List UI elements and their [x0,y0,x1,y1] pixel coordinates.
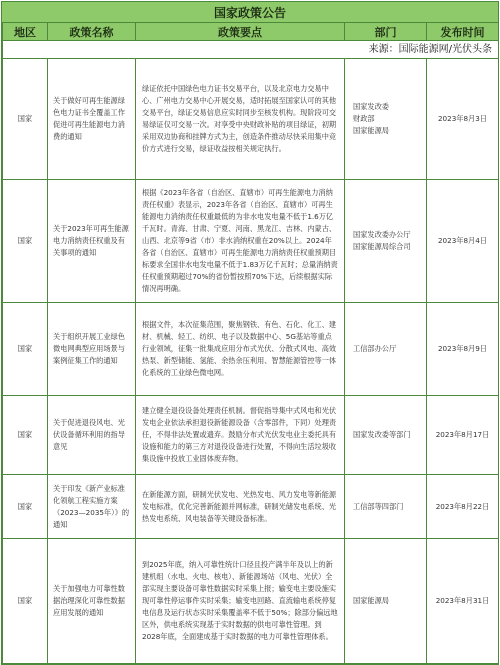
policy-name-cell: 关于2023年可再生能源电力消纳责任权重及有关事项的通知 [48,180,136,303]
policy-name-cell: 关于加强电力可靠性数据治理深化可靠性数据应用发展的通知 [48,539,136,664]
department-line: 国家能源局综合司 [353,242,411,251]
policy-announcement-table [1,1,499,665]
date-cell: 2023年8月22日 [427,475,499,539]
policy-points-cell: 根据文件，本次征集范围，聚焦钢铁、有色、石化、化工、建材、机械、轻工、纺织、电子以及数据中心、5G基站等重点行业领域，征集一批集成应用分布式光伏、分散式风电、高效热泵、新型储能、氢能、余热余压利用、智慧能源管控等一体化系统的工业绿色微电网。 [136,303,345,396]
policy-points-cell: 根据《2023年各省（自治区、直辖市）可再生能源电力消纳责任权重》表显示，2023年各省（自治区、直辖市）可再生能源电力消纳责任权重最低的为非水电发电量不低于1.6万亿千瓦时。青海、甘肃、宁夏、河南、黑龙江、吉林、内蒙古、山西、北京等9省（市）非水消纳权重在20%以上。2024年各省（自治区、直辖市）可再生能源电力消纳责任权重预期目标要求全国非水电发电量不低于1.83万亿千瓦时；总量消纳责任权重预期超过70%的省份暂按照70%下达，后续根据实际情况再明确。 [136,180,345,303]
policy-name-cell: 关于促进退役风电、光伏设备循环利用的指导意见 [48,396,136,475]
date-cell: 2023年8月3日 [427,59,499,180]
department-line: 国家能源局 [353,596,389,605]
policy-points-cell: 在新能源方面，研制光伏发电、光热发电、风力发电等新能源发电标准，优化完善新能源并网标准，研制光储发电系统、光热发电系统、风电装备等关键设备标准。 [136,475,345,539]
department-cell [345,475,427,539]
date-cell: 2023年8月4日 [427,180,499,303]
table-row [3,539,499,664]
department-cell [345,303,427,396]
department-cell [345,396,427,475]
header-date: 发布时间 [427,23,499,41]
region-cell: 国家 [3,539,48,664]
department-line: 国家发改委办公厅 [353,230,411,239]
table-row [3,396,499,475]
region-cell: 国家 [3,180,48,303]
table-row [3,475,499,539]
policy-name-cell: 关于做好可再生能源绿色电力证书全覆盖工作促进可再生能源电力消费的通知 [48,59,136,180]
department-line: 国家发改委 [353,102,389,111]
header-points: 政策要点 [136,23,345,41]
policy-name-cell: 关于印发《新产业标准化领航工程实施方案（2023—2035年）》的通知 [48,475,136,539]
policy-table [2,23,499,664]
policy-points-cell: 到2025年底，纳入可靠性统计口径且投产满半年及以上的新建机组（水电、火电、核电）、新能源场站（风电、光伏）全部实现主要设备可靠性数据实时采集上报；输变电主要设施实现可靠性停运事件实时采集；输变电回路、直流输电系统停复电信息及运行状态实时采集覆盖率不低于50%；除部分偏远地区外，供电系统实现基于实时数据的供电可靠性管理。到2028年底，全面建成基于实时数据的电力可靠性管理体系。 [136,539,345,664]
region-cell: 国家 [3,59,48,180]
date-cell: 2023年8月9日 [427,303,499,396]
table-row [3,303,499,396]
department-line: 国家能源局 [353,126,389,135]
department-cell [345,180,427,303]
source-text: 来源：国际能源网/光伏头条 [3,41,499,59]
department-cell [345,539,427,664]
policy-name-cell: 关于组织开展工业绿色微电网典型应用场景与案例征集工作的通知 [48,303,136,396]
department-line: 国家发改委等部门 [353,430,411,439]
table-row [3,180,499,303]
header-dept: 部门 [345,23,427,41]
department-line: 工信部等四部门 [353,501,404,511]
date-cell: 2023年8月17日 [427,396,499,475]
policy-points-cell: 建立健全退役设备处理责任机制。督促指导集中式风电和光伏发电企业依法承担退役新能源设备（含零部件，下同）处理责任，不得非法处置或遗弃。鼓励分布式光伏发电业主委托具有设施和能力的第三方对退役设备进行处置，不得向生活垃圾收集设施中投放工业固体废弃物。 [136,396,345,475]
header-name: 政策名称 [48,23,136,41]
source-row [3,41,499,59]
region-cell: 国家 [3,303,48,396]
region-cell: 国家 [3,396,48,475]
department-line: 财政部 [353,114,375,123]
region-cell: 国家 [3,475,48,539]
date-cell: 2023年8月31日 [427,539,499,664]
department-line: 工信部办公厅 [353,344,397,353]
table-title: 国家政策公告 [2,2,498,23]
table-row [3,59,499,180]
header-region: 地区 [3,23,48,41]
department-cell [345,59,427,180]
policy-points-cell: 绿证依托中国绿色电力证书交易平台，以及北京电力交易中心、广州电力交易中心开展交易，适时拓展至国家认可的其他交易平台，绿证交易信息应实时同步至核发机构。现阶段可交易绿证仅可交易一次。对享受中央财政补贴的项目绿证，初期采用双边协商和挂牌方式为主，创造条件推动尽快采用集中竞价方式进行交易，绿证收益按相关规定执行。 [136,59,345,180]
header-row [3,23,499,41]
